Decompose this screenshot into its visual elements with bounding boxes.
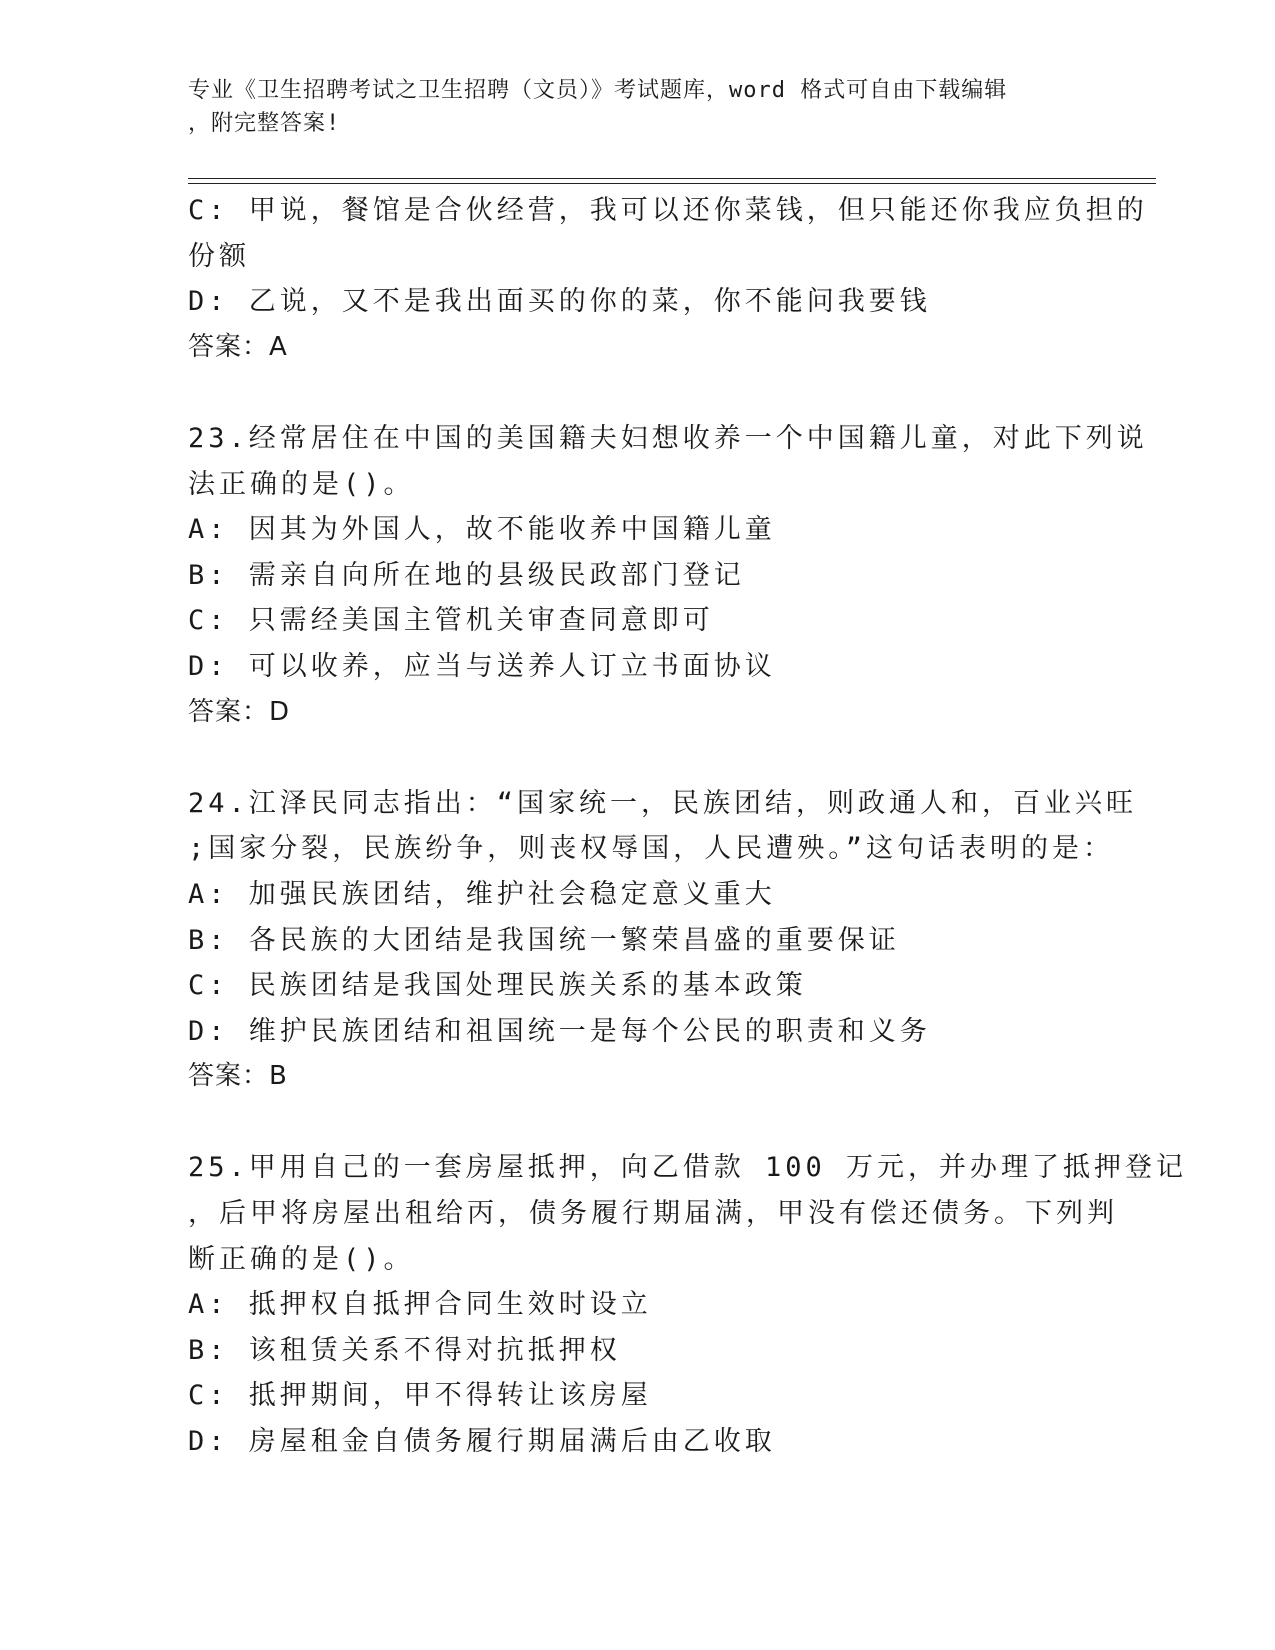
question-stem: 23.经常居住在中国的美国籍夫妇想收养一个中国籍儿童，对此下列说 xyxy=(188,422,1148,454)
answer-line: 答案：A xyxy=(188,331,288,362)
option-c-continued: 份额 xyxy=(188,240,250,272)
option-d: D: 维护民族团结和祖国统一是每个公民的职责和义务 xyxy=(188,1015,931,1047)
question-stem: 25.甲用自己的一套房屋抵押，向乙借款 100 万元，并办理了抵押登记 xyxy=(188,1152,1188,1184)
block-gap xyxy=(188,1100,1088,1146)
question-stem-continued: 断正确的是()。 xyxy=(188,1243,415,1275)
block-gap xyxy=(188,370,1088,416)
option-b: B: 该租赁关系不得对抗抵押权 xyxy=(188,1334,621,1366)
question-content xyxy=(188,188,1188,1465)
question-stem-continued: ;国家分裂，民族纷争，则丧权辱国，人民遭殃。”这句话表明的是： xyxy=(188,833,1115,865)
question-stem-continued: ，后甲将房屋出租给丙，债务履行期届满，甲没有偿还债务。下列判 xyxy=(188,1198,1118,1230)
option-b: B: 需亲自向所在地的县级民政部门登记 xyxy=(188,559,745,591)
question-block xyxy=(188,1145,1188,1464)
header-rule-bottom xyxy=(188,183,1156,184)
question-block xyxy=(188,188,1148,370)
answer-line: 答案：D xyxy=(188,696,291,727)
question-block xyxy=(188,416,1148,735)
question-block xyxy=(188,781,1138,1100)
question-stem: 24.江泽民同志指出：“国家统一，民族团结，则政通人和，百业兴旺 xyxy=(188,787,1138,819)
option-a: A: 抵押权自抵押合同生效时设立 xyxy=(188,1289,652,1321)
option-c: C: 抵押期间，甲不得转让该房屋 xyxy=(188,1380,652,1412)
option-a: A: 因其为外国人，故不能收养中国籍儿童 xyxy=(188,514,776,546)
option-d: D: 乙说，又不是我出面买的你的菜，你不能问我要钱 xyxy=(188,286,931,318)
question-stem-continued: 法正确的是()。 xyxy=(188,468,415,500)
option-c: C: 只需经美国主管机关审查同意即可 xyxy=(188,605,714,637)
header-rule-top xyxy=(188,178,1156,179)
option-d: D: 房屋租金自债务履行期届满后由乙收取 xyxy=(188,1426,776,1458)
option-d: D: 可以收养，应当与送养人订立书面协议 xyxy=(188,650,776,682)
header-line-1: 专业《卫生招聘考试之卫生招聘（文员）》考试题库，word 格式可自由下载编辑 xyxy=(188,78,1008,103)
option-c: C: 民族团结是我国处理民族关系的基本政策 xyxy=(188,970,807,1002)
answer-line: 答案：B xyxy=(188,1061,288,1092)
option-b: B: 各民族的大团结是我国统一繁荣昌盛的重要保证 xyxy=(188,924,900,956)
option-c: C: 甲说，餐馆是合伙经营，我可以还你菜钱，但只能还你我应负担的 xyxy=(188,195,1148,226)
option-a: A: 加强民族团结，维护社会稳定意义重大 xyxy=(188,878,776,910)
block-gap xyxy=(188,735,1088,781)
document-header xyxy=(188,74,1088,140)
header-line-2: ，附完整答案! xyxy=(188,111,341,136)
